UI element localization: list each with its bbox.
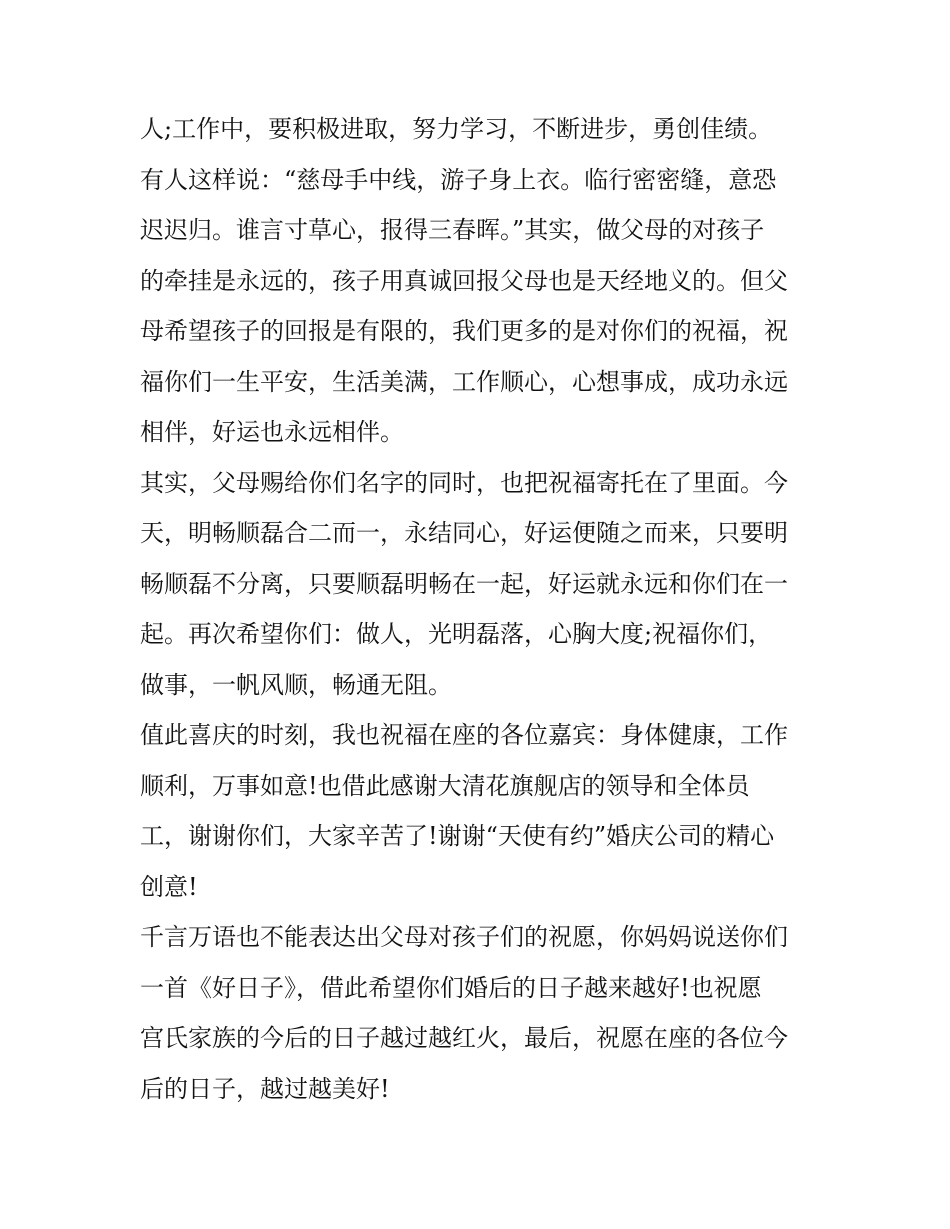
text-line: 值此喜庆的时刻，我也祝福在座的各位嘉宾：身体健康，工作 [140,721,788,749]
text-line: 有人这样说：“慈母手中线，游子身上衣。临行密密缝，意恐 [140,165,777,194]
text-line: 迟迟归。谁言寸草心，报得三春晖。”其实，做父母的对孩子 [140,216,765,244]
text-line: 宫氏家族的今后的日子越过越红火，最后，祝愿在座的各位今 [140,1024,788,1052]
text-line: 千言万语也不能表达出父母对孩子们的祝愿，你妈妈说送你们 [140,923,788,951]
text-line: 一首《好日子》，借此希望你们婚后的日子越来越好!也祝愿 [140,973,762,1002]
text-line: 起。再次希望你们：做人，光明磊落，心胸大度;祝福你们， [140,620,773,648]
text-line: 的牵挂是永远的，孩子用真诚回报父母也是天经地义的。但父 [140,266,788,295]
text-line: 后的日子，越过越美好! [140,1074,390,1103]
text-line: 做事，一帆风顺，畅通无阻。 [140,670,452,699]
text-line: 畅顺磊不分离，只要顺磊明畅在一起，好运就永远和你们在一 [140,569,788,598]
text-line: 人;工作中，要积极进取，努力学习，不断进步，勇创佳绩。 [140,115,773,143]
text-line: 天，明畅顺磊合二而一，永结同心，好运便随之而来，只要明 [140,519,788,547]
speech-text [140,104,820,1114]
text-line: 相伴，好运也永远相伴。 [140,418,404,446]
text-line: 创意! [140,872,198,901]
text-line: 工，谢谢你们，大家辛苦了!谢谢“天使有约”婚庆公司的精心 [140,822,775,850]
text-line: 母希望孩子的回报是有限的，我们更多的是对你们的祝福，祝 [140,317,788,345]
text-line: 顺利，万事如意!也借此感谢大清花旗舰店的领导和全体员 [140,771,750,800]
text-line: 其实，父母赐给你们名字的同时，也把祝福寄托在了里面。今 [140,468,788,497]
text-line: 福你们一生平安，生活美满，工作顺心，心想事成，成功永远 [140,367,788,396]
